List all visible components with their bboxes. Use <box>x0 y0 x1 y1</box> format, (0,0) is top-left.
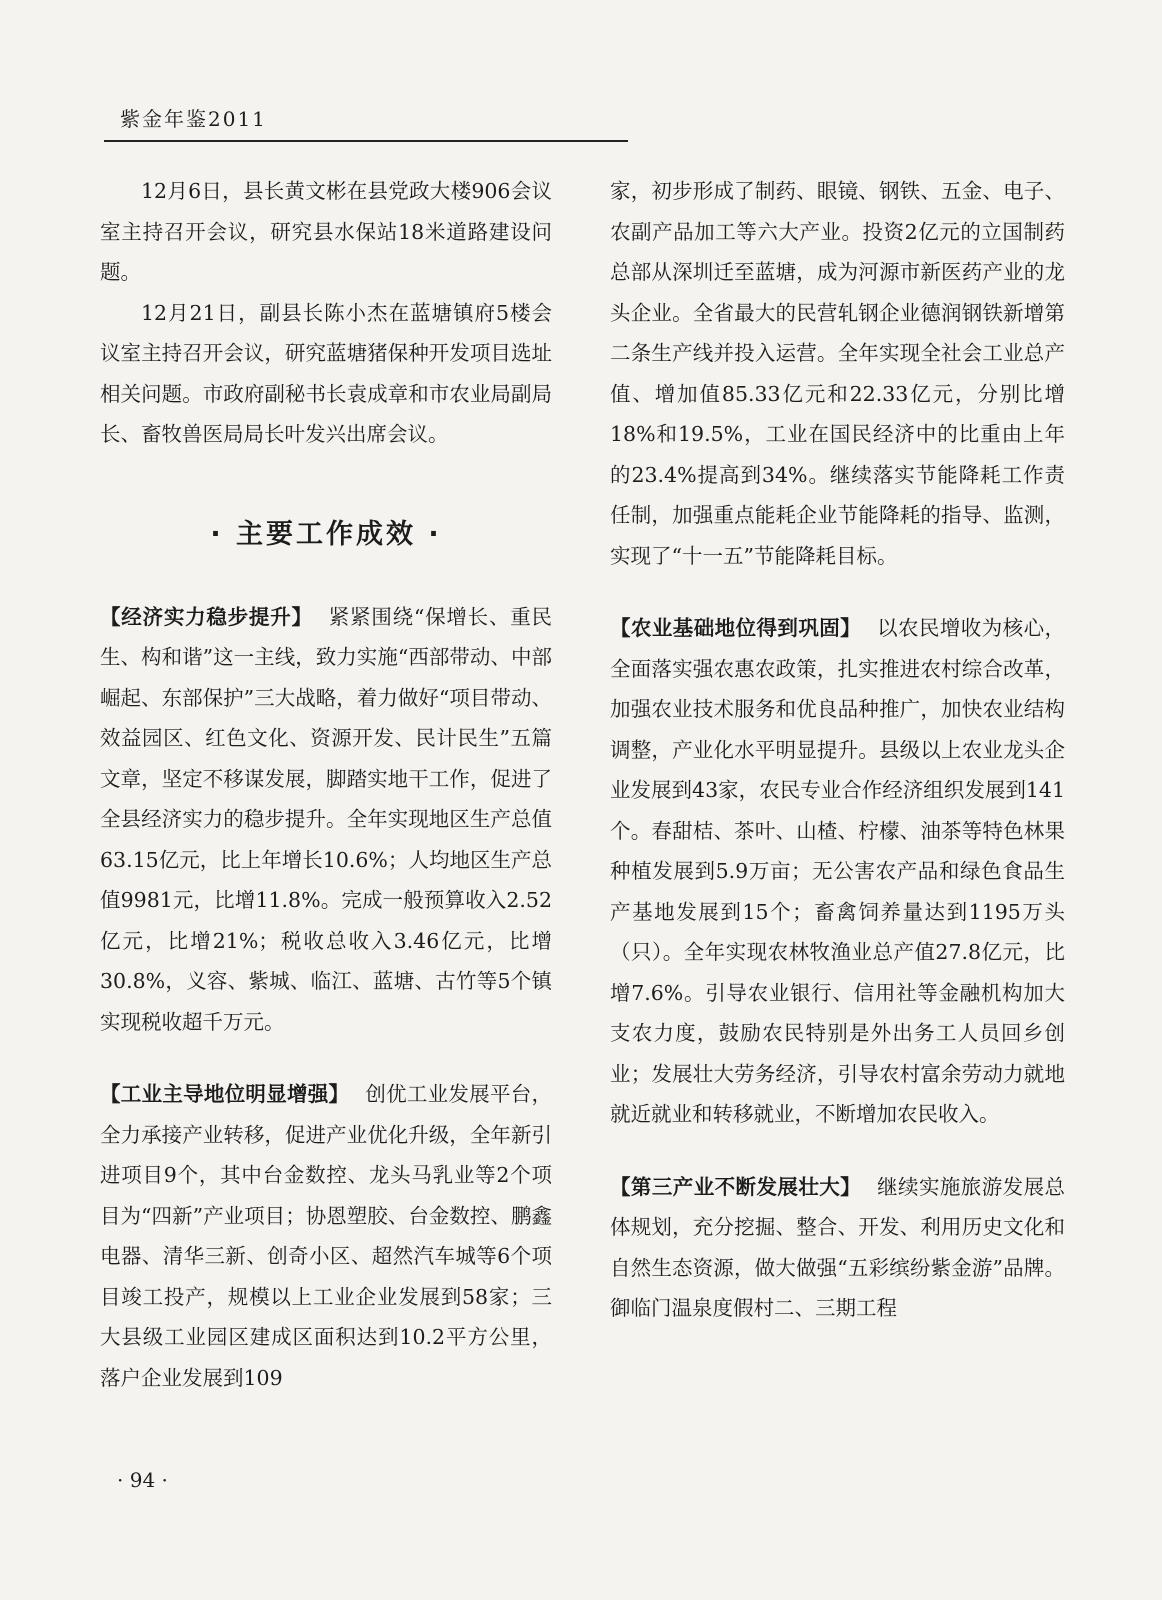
running-head: 紫金年鉴2011 <box>120 107 267 131</box>
section-industry <box>100 1074 552 1398</box>
section-tertiary-text: 继续实施旅游发展总体规划，充分挖掘、整合、开发、利用历史文化和自然生态资源，做大做强“五彩缤纷紫金游”品牌。御临门温泉度假村二、三期工程 <box>610 1174 1066 1320</box>
section-economy-text: 紧紧围绕“保增长、重民生、构和谐”这一主线，致力实施“西部带动、中部崛起、东部保护”三大战略，着力做好“项目带动、效益园区、红色文化、资源开发、民计民生”五篇文章，坚定不移谋发展，脚踏实地干工作，促进了全县经济实力的稳步提升。全年实现地区生产总值63.15亿元，比上年增长10.6%；人均地区生产总值9981元，比增11.8%。完成一般预算收入2.52亿元，比增21%；税收总收入3.46亿元，比增30.8%，义容、紫城、临江、蓝塘、古竹等5个镇实现税收超千万元。 <box>100 604 553 1034</box>
right-column <box>610 171 1065 1329</box>
section-tertiary <box>610 1167 1065 1329</box>
left-column <box>100 171 552 1398</box>
section-industry-heading: 【工业主导地位明显增强】 <box>100 1082 350 1106</box>
section-economy-heading: 【经济实力稳步提升】 <box>100 604 313 629</box>
section-agriculture-text: 以农民增收为核心，全面落实强农惠农政策，扎实推进农村综合改革，加强农业技术服务和优良品种推广，加快农业结构调整，产业化水平明显提升。县级以上农业龙头企业发展到43家，农民专业合作经济组织发展到141个。春甜桔、茶叶、山楂、柠檬、油茶等特色林果种植发展到5.9万亩；无公害农产品和绿色食品生产基地发展到15个；畜禽饲养量达到1195万头（只）。全年实现农林牧渔业总产值27.8亿元，比增7.6%。引导农业银行、信用社等金融机构加大支农力度，鼓励农民特别是外出务工人员回乡创业；发展壮大劳务经济，引导农村富余劳动力就地就近就业和转移就业，不断增加农民收入。 <box>610 616 1066 1126</box>
section-industry-continued: 家，初步形成了制药、眼镜、钢铁、五金、电子、农副产品加工等六大产业。投资2亿元的立国制药总部从深圳迁至蓝塘，成为河源市新医药产业的龙头企业。全省最大的民营轧钢企业德润钢铁新增第二条生产线并投入运营。全年实现全社会工业总产值、增加值85.33亿元和22.33亿元，分别比增18%和19.5%，工业在国民经济中的比重由上年的23.4%提高到34%。继续落实节能降耗工作责任制，加强重点能耗企业节能降耗的指导、监测，实现了“十一五”节能降耗目标。 <box>610 179 1065 568</box>
section-agriculture-heading: 【农业基础地位得到巩固】 <box>610 616 862 640</box>
section-economy <box>100 597 552 1043</box>
header-rule <box>104 140 628 142</box>
section-industry-text: 创优工业发展平台，全力承接产业转移，促进产业优化升级，全年新引进项目9个，其中台金数控、龙头马乳业等2个项目为“四新”产业项目；协恩塑胶、台金数控、鹏鑫电器、清华三新、创奇小区、超然汽车城等6个项目竣工投产，规模以上工业企业发展到58家；三大县级工业园区建成区面积达到10.2平方公里，落户企业发展到109 <box>100 1082 553 1390</box>
page-number: · 94 · <box>117 1468 168 1492</box>
paragraph-meeting-dec6: 12月6日，县长黄文彬在县党政大楼906会议室主持召开会议，研究县水保站18米道路建设问题。 <box>100 179 552 284</box>
section-tertiary-heading: 【第三产业不断发展壮大】 <box>610 1174 862 1199</box>
paragraph-meeting-dec21: 12月21日，副县长陈小杰在蓝塘镇府5楼会议室主持召开会议，研究蓝塘猪保种开发项目选址相关问题。市政府副秘书长袁成章和市农业局副局长、畜牧兽医局局长叶发兴出席会议。 <box>100 300 552 446</box>
section-title: · 主要工作成效 · <box>210 518 442 550</box>
section-agriculture <box>610 608 1065 1135</box>
